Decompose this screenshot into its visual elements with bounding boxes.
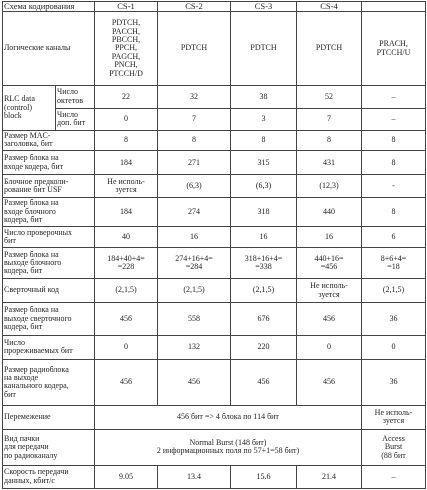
cell-cs4: 21.4 bbox=[297, 465, 362, 488]
cell-cs1: Не исполь- зуется bbox=[95, 175, 158, 197]
cell-cs3: 3 bbox=[231, 108, 297, 130]
rlc-block-label: RLC data (control) block bbox=[3, 86, 56, 131]
cell-cs1: 9.05 bbox=[95, 465, 158, 488]
row-label: Размер радиоблока на выходе канального кодера, бит bbox=[3, 360, 95, 406]
cell-cs4: 456 bbox=[297, 360, 362, 406]
row-label: Скорость передачи данных, кбит/с bbox=[3, 465, 95, 488]
cell-cs3: (6,3) bbox=[231, 175, 297, 197]
row-label: Число октетов bbox=[56, 86, 95, 108]
cell-cs2: (6,3) bbox=[158, 175, 231, 197]
cell-cs4: 0 bbox=[297, 335, 362, 359]
cell-cs2: 456 bbox=[158, 360, 231, 406]
cell-extra: – bbox=[362, 108, 426, 130]
cell-cs4: 7 bbox=[297, 108, 362, 130]
cell-cs1: 184 bbox=[95, 197, 158, 226]
row-encoder-input bbox=[3, 151, 426, 175]
cell-cs3: (2,1,5) bbox=[231, 278, 297, 302]
cell-extra: 36 bbox=[362, 360, 426, 406]
interleave-span-cell: 456 бит => 4 блока по 114 бит bbox=[95, 405, 362, 429]
cell-extra: 8 bbox=[362, 130, 426, 150]
row-label: Размер MAC- заголовка, бит bbox=[3, 130, 95, 150]
row-interleaving bbox=[3, 405, 426, 429]
cell-cs4: Не исполь- зуется bbox=[297, 278, 362, 302]
cell-extra: Не исполь- зуется bbox=[362, 405, 426, 429]
cell-cs4: 456 bbox=[297, 303, 362, 335]
cell-cs3: 318+16+4= =338 bbox=[231, 248, 297, 278]
cell-cs4: PDTCH bbox=[297, 12, 362, 86]
cell-cs3: 318 bbox=[231, 197, 297, 226]
cell-cs1: 22 bbox=[95, 86, 158, 108]
row-logical-channels bbox=[3, 12, 426, 86]
cell-cs3: PDTCH bbox=[231, 12, 297, 86]
row-usf-precoding bbox=[3, 175, 426, 197]
row-label: Вид пачки для передачи по радиоканалу bbox=[3, 430, 95, 466]
cell-cs3: 456 bbox=[231, 360, 297, 406]
burst-span-cell: Normal Burst (148 бит) 2 информационных поля по 57+1=58 бит) bbox=[95, 430, 362, 466]
cell-cs3: 315 bbox=[231, 151, 297, 175]
header-cs2: CS-2 bbox=[158, 2, 231, 12]
cell-extra: 0 bbox=[362, 335, 426, 359]
row-block-coder-input bbox=[3, 197, 426, 226]
cell-cs2: PDTCH bbox=[158, 12, 231, 86]
row-rlc-octets bbox=[3, 86, 426, 108]
cell-cs1: 184+40+4= =228 bbox=[95, 248, 158, 278]
cell-cs4: 440 bbox=[297, 197, 362, 226]
cell-extra: - bbox=[362, 175, 426, 197]
cell-cs3: 38 bbox=[231, 86, 297, 108]
cell-cs1: 456 bbox=[95, 303, 158, 335]
header-extra bbox=[362, 2, 426, 12]
cell-cs1: 8 bbox=[95, 130, 158, 150]
cell-extra: Access Burst (88 бит bbox=[362, 430, 426, 466]
row-label: Логические каналы bbox=[3, 12, 95, 86]
row-label: Размер блока на выходе сверточного кодера, бит bbox=[3, 303, 95, 335]
row-mac-header bbox=[3, 130, 426, 150]
cell-extra: – bbox=[362, 465, 426, 488]
row-conv-coder-output bbox=[3, 303, 426, 335]
cell-cs1: 40 bbox=[95, 227, 158, 248]
cell-extra: PRACH, PTCCH/U bbox=[362, 12, 426, 86]
cell-cs2: 16 bbox=[158, 227, 231, 248]
cell-cs1: 0 bbox=[95, 108, 158, 130]
cell-cs4: 16 bbox=[297, 227, 362, 248]
row-block-coder-output bbox=[3, 248, 426, 278]
cell-cs3: 8 bbox=[231, 130, 297, 150]
cell-extra: – bbox=[362, 86, 426, 108]
cell-cs3: 676 bbox=[231, 303, 297, 335]
cell-cs1: 184 bbox=[95, 151, 158, 175]
cell-cs2: 32 bbox=[158, 86, 231, 108]
cell-cs3: 15.6 bbox=[231, 465, 297, 488]
row-label: Число проверочных бит bbox=[3, 227, 95, 248]
row-data-rate bbox=[3, 465, 426, 488]
cell-cs1: (2,1,5) bbox=[95, 278, 158, 302]
cell-cs2: 558 bbox=[158, 303, 231, 335]
cell-cs2: 132 bbox=[158, 335, 231, 359]
cell-extra: (2,1,5) bbox=[362, 278, 426, 302]
cell-cs2: 8 bbox=[158, 130, 231, 150]
cell-cs1: PDTCH, PACCH, PBCCH, PPCH, PAGCH, PNCH, PTCCH/D bbox=[95, 12, 158, 86]
row-radio-block-size bbox=[3, 360, 426, 406]
cell-extra: 8 bbox=[362, 151, 426, 175]
header-scheme-label: Схема кодирования bbox=[3, 2, 95, 12]
row-label: Число прореживаемых бит bbox=[3, 335, 95, 359]
row-label: Блочное предколи- рование бит USF bbox=[3, 175, 95, 197]
cell-cs2: 7 bbox=[158, 108, 231, 130]
row-label: Сверточный код bbox=[3, 278, 95, 302]
row-punctured-bits bbox=[3, 335, 426, 359]
row-label: Число доп. бит bbox=[56, 108, 95, 130]
coding-schemes-table bbox=[2, 1, 426, 489]
cell-cs2: 271 bbox=[158, 151, 231, 175]
cell-extra: 6 bbox=[362, 227, 426, 248]
row-check-bits bbox=[3, 227, 426, 248]
cell-extra: 8+6+4= =18 bbox=[362, 248, 426, 278]
cell-cs4: 52 bbox=[297, 86, 362, 108]
header-cs1: CS-1 bbox=[95, 2, 158, 12]
cell-extra: 36 bbox=[362, 303, 426, 335]
cell-cs3: 220 bbox=[231, 335, 297, 359]
row-label: Размер блока на входе блочного кодера, бит bbox=[3, 197, 95, 226]
cell-cs3: 16 bbox=[231, 227, 297, 248]
cell-extra: 8 bbox=[362, 197, 426, 226]
cell-cs2: 274+16+4= =284 bbox=[158, 248, 231, 278]
cell-cs1: 456 bbox=[95, 360, 158, 406]
row-rlc-extra-bits bbox=[3, 108, 426, 130]
row-label: Размер блока на выходе блочного кодера, бит bbox=[3, 248, 95, 278]
cell-cs4: 8 bbox=[297, 130, 362, 150]
header-cs4: CS-4 bbox=[297, 2, 362, 12]
cell-cs4: (12,3) bbox=[297, 175, 362, 197]
cell-cs2: (2,1,5) bbox=[158, 278, 231, 302]
cell-cs4: 440+16= =456 bbox=[297, 248, 362, 278]
row-convolutional-code bbox=[3, 278, 426, 302]
header-row bbox=[3, 2, 426, 12]
cell-cs2: 274 bbox=[158, 197, 231, 226]
cell-cs1: 0 bbox=[95, 335, 158, 359]
row-label: Перемежение bbox=[3, 405, 95, 429]
header-cs3: CS-3 bbox=[231, 2, 297, 12]
cell-cs2: 13.4 bbox=[158, 465, 231, 488]
row-burst-type bbox=[3, 430, 426, 466]
cell-cs4: 431 bbox=[297, 151, 362, 175]
row-label: Размер блока на входе кодера, бит bbox=[3, 151, 95, 175]
